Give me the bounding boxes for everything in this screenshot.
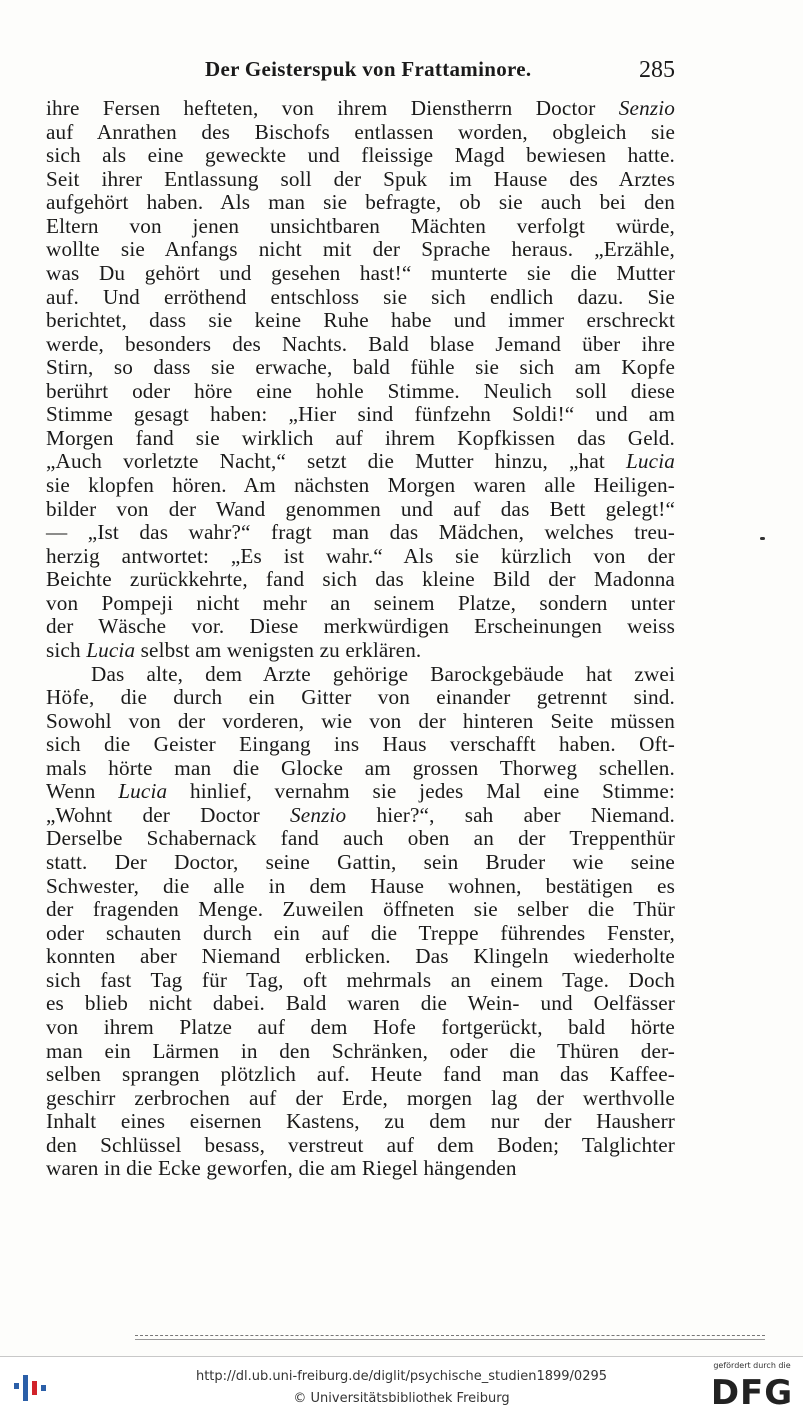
text-line bbox=[46, 356, 675, 380]
text-line bbox=[46, 380, 675, 404]
text-line bbox=[46, 215, 675, 239]
text-run: Seit ihrer Entlassung soll der Spuk im Hause des Arztes bbox=[46, 166, 675, 191]
text-run: selben sprangen plötzlich auf. Heute fand man das Kaffee- bbox=[46, 1062, 675, 1087]
text-line bbox=[46, 663, 675, 687]
text-run: man ein Lärmen in den Schränken, oder die Thüren der- bbox=[46, 1038, 675, 1063]
italic-name: Lucia bbox=[118, 779, 168, 804]
text-line bbox=[46, 450, 675, 474]
text-run: werde, besonders des Nachts. Bald blase Jemand über ihre bbox=[46, 331, 675, 356]
text-line bbox=[46, 922, 675, 946]
text-run: den Schlüssel besass, verstreut auf dem Boden; Talglichter bbox=[46, 1132, 675, 1157]
text-line bbox=[46, 945, 675, 969]
text-run: Inhalt eines eisernen Kastens, zu dem nur der Hausherr bbox=[46, 1109, 675, 1134]
text-line bbox=[46, 827, 675, 851]
text-run: — „Ist das wahr?“ fragt man das Mädchen, welches treu- bbox=[46, 520, 675, 545]
paragraph bbox=[46, 663, 675, 1181]
text-run: auf. Und erröthend entschloss sie sich endlich dazu. Sie bbox=[46, 284, 675, 309]
text-run: Stimme gesagt haben: „Hier sind fünfzehn Soldi!“ und am bbox=[46, 402, 675, 427]
text-run: sich als eine geweckte und fleissige Magd bewiesen hatte. bbox=[46, 143, 675, 168]
text-line bbox=[46, 780, 675, 804]
text-line bbox=[46, 757, 675, 781]
footer-url-link[interactable]: http://dl.ub.uni-freiburg.de/diglit/psychische_studien1899/0295 bbox=[195, 1369, 608, 1384]
text-line bbox=[46, 1063, 675, 1087]
text-run: Sowohl von der vorderen, wie von der hinteren Seite müssen bbox=[46, 708, 675, 733]
text-line bbox=[46, 144, 675, 168]
text-run: der fragenden Menge. Zuweilen öffneten sie selber die Thür bbox=[46, 897, 675, 922]
text-run: oder schauten durch ein auf die Treppe führendes Fenster, bbox=[46, 920, 675, 945]
text-run: sie klopfen hören. Am nächsten Morgen waren alle Heiligen- bbox=[46, 473, 675, 497]
text-run: geschirr zerbrochen auf der Erde, morgen lag der werthvolle bbox=[46, 1085, 675, 1110]
footer-bar bbox=[0, 1356, 803, 1414]
text-run: berichtet, dass sie keine Ruhe habe und immer erschreckt bbox=[46, 308, 675, 333]
text-line bbox=[46, 168, 675, 192]
text-line bbox=[46, 191, 675, 215]
text-line bbox=[46, 804, 675, 828]
text-line bbox=[46, 121, 675, 145]
bottom-rule bbox=[135, 1335, 765, 1340]
text-run: Derselbe Schabernack fand auch oben an der Treppenthür bbox=[46, 826, 675, 851]
text-run: Eltern von jenen unsichtbaren Mächten verfolgt würde, bbox=[46, 213, 675, 238]
running-head bbox=[205, 57, 675, 87]
dfg-logo bbox=[709, 1373, 795, 1409]
text-run: sich fast Tag für Tag, oft mehrmals an einem Tage. Doch bbox=[46, 967, 675, 992]
text-run: von ihrem Platze auf dem Hofe fortgerückt, bald hörte bbox=[46, 1014, 675, 1039]
text-line bbox=[46, 875, 675, 899]
italic-name: Senzio bbox=[618, 96, 675, 120]
text-line bbox=[46, 992, 675, 1016]
text-line bbox=[46, 568, 675, 592]
text-line bbox=[46, 851, 675, 875]
text-run: sich bbox=[46, 637, 87, 662]
text-line bbox=[46, 615, 675, 639]
text-run: konnten aber Niemand erblicken. Das Klingeln wiederholte bbox=[46, 944, 675, 969]
text-run: Morgen fand sie wirklich auf ihrem Kopfkissen das Geld. bbox=[46, 425, 675, 450]
text-run: herzig antwortet: „Es ist wahr.“ Als sie kürzlich von der bbox=[46, 543, 675, 568]
text-run: aufgehört haben. Als man sie befragte, ob sie auch bei den bbox=[46, 190, 675, 215]
text-line bbox=[46, 262, 675, 286]
text-line bbox=[46, 545, 675, 569]
italic-name: Lucia bbox=[86, 637, 136, 662]
text-run: was Du gehört und gesehen hast!“ munterte sie die Mutter bbox=[46, 260, 675, 285]
text-run: Schwester, die alle in dem Hause wohnen, bestätigen es bbox=[46, 873, 675, 898]
text-run: wollte sie Anfangs nicht mit der Sprache heraus. „Erzähle, bbox=[46, 237, 675, 262]
text-run: selbst am wenigsten zu erklären. bbox=[135, 637, 422, 662]
italic-name: Lucia bbox=[625, 449, 675, 474]
text-line bbox=[46, 1110, 675, 1134]
page-number: 285 bbox=[639, 57, 675, 83]
text-line bbox=[46, 969, 675, 993]
text-line bbox=[46, 686, 675, 710]
text-run: Das alte, dem Arzte gehörige Barockgebäude hat zwei bbox=[91, 661, 675, 686]
text-run: bilder von der Wand genommen und auf das Bett gelegt!“ bbox=[46, 496, 675, 521]
text-line bbox=[46, 521, 675, 545]
text-run: Stirn, so dass sie erwache, bald fühle sie sich am Kopfe bbox=[46, 355, 675, 380]
dfg-caption: gefördert durch die bbox=[713, 1361, 791, 1370]
text-line bbox=[46, 97, 675, 121]
running-title: Der Geisterspuk von Frattaminore. bbox=[205, 57, 532, 81]
italic-name: Senzio bbox=[290, 802, 347, 827]
text-line bbox=[46, 333, 675, 357]
text-line bbox=[46, 286, 675, 310]
text-line bbox=[46, 1134, 675, 1158]
text-line bbox=[46, 1087, 675, 1111]
text-run: statt. Der Doctor, seine Gattin, sein Bruder wie seine bbox=[46, 850, 675, 874]
text-run: mals hörte man die Glocke am grossen Thorweg schellen. bbox=[46, 755, 675, 780]
text-line bbox=[46, 639, 675, 663]
text-line bbox=[46, 474, 675, 498]
text-run: Höfe, die durch ein Gitter von einander getrennt sind. bbox=[46, 685, 675, 710]
text-line bbox=[46, 309, 675, 333]
text-line bbox=[46, 898, 675, 922]
margin-mark bbox=[760, 537, 765, 540]
text-line bbox=[46, 1157, 675, 1181]
text-run: „Wohnt der Doctor bbox=[46, 802, 291, 827]
text-run: Beichte zurückkehrte, fand sich das kleine Bild der Madonna bbox=[46, 567, 675, 592]
text-line bbox=[46, 498, 675, 522]
footer-copyright: © Universitätsbibliothek Freiburg bbox=[293, 1391, 510, 1406]
text-line bbox=[46, 592, 675, 616]
dfg-logo-text: DFG bbox=[710, 1373, 794, 1409]
text-line bbox=[46, 238, 675, 262]
text-run: berührt oder höre eine hohle Stimme. Neulich soll diese bbox=[46, 378, 675, 403]
text-run: sich die Geister Eingang ins Haus verschafft haben. Oft- bbox=[46, 732, 675, 757]
text-run: ihre Fersen hefteten, von ihrem Dienstherrn Doctor bbox=[46, 96, 619, 120]
text-line bbox=[46, 1040, 675, 1064]
dfg-funding-block bbox=[707, 1361, 797, 1411]
text-run: von Pompeji nicht mehr an seinem Platze, sondern unter bbox=[46, 590, 675, 615]
text-line bbox=[46, 1016, 675, 1040]
text-run: der Wäsche vor. Diese merkwürdigen Erscheinungen weiss bbox=[46, 614, 675, 639]
text-run: hier?“, sah aber Niemand. bbox=[346, 802, 675, 827]
text-run: Wenn bbox=[46, 779, 119, 804]
text-run: waren in die Ecke geworfen, die am Riegel hängenden bbox=[46, 1156, 517, 1181]
text-line bbox=[46, 710, 675, 734]
paragraph bbox=[46, 97, 675, 663]
text-line bbox=[46, 403, 675, 427]
text-line bbox=[46, 733, 675, 757]
text-run: „Auch vorletzte Nacht,“ setzt die Mutter hinzu, „hat bbox=[46, 449, 626, 474]
body-text bbox=[46, 97, 675, 1181]
text-line bbox=[46, 427, 675, 451]
text-run: auf Anrathen des Bischofs entlassen worden, obgleich sie bbox=[46, 119, 675, 144]
text-run: es blieb nicht dabei. Bald waren die Wein- und Oelfässer bbox=[46, 991, 675, 1016]
text-run: hinlief, vernahm sie jedes Mal eine Stimme: bbox=[167, 779, 675, 804]
